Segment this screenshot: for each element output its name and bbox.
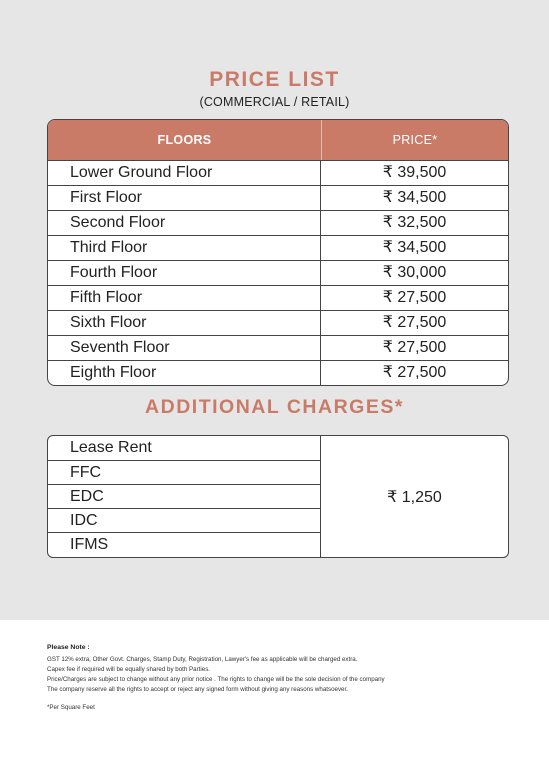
floor-price: ₹ 27,500 [382, 364, 447, 381]
floor-price: ₹ 34,500 [382, 189, 447, 206]
price-column-header: PRICE* [392, 133, 438, 147]
table-row [48, 235, 508, 260]
price-table [47, 119, 509, 386]
charge-item: Lease Rent [70, 439, 152, 456]
floor-price: ₹ 39,500 [382, 164, 447, 181]
note-line: Price/Charges are subject to change without any prior notice . The rights to change will be the sole decision of the company [47, 676, 385, 683]
per-square-feet-footnote: *Per Square Feet [47, 704, 95, 711]
table-row [48, 310, 508, 335]
notes-list [47, 655, 385, 695]
table-row [48, 335, 508, 360]
floor-price: ₹ 32,500 [382, 214, 447, 231]
price-table-header [48, 120, 508, 160]
note-line: GST 12% extra, Other Govt. Charges, Stamp Duty, Registration, Lawyer's fee as applicable will be charged extra. [47, 656, 358, 663]
additional-charges-title: ADDITIONAL CHARGES* [145, 396, 404, 418]
notes-heading: Please Note : [47, 644, 90, 651]
floors-column-header: FLOORS [48, 120, 322, 160]
notes-footer [0, 620, 549, 768]
table-row [48, 360, 508, 385]
floor-name: Fifth Floor [48, 286, 321, 310]
table-row [48, 185, 508, 210]
table-row [48, 285, 508, 310]
floor-name: Lower Ground Floor [48, 161, 321, 185]
floor-price: ₹ 27,500 [382, 339, 447, 356]
floor-name: Seventh Floor [48, 336, 321, 360]
charges-list [48, 436, 321, 557]
page-subtitle: (COMMERCIAL / RETAIL) [199, 95, 350, 109]
floor-price: ₹ 27,500 [382, 289, 447, 306]
page-title: PRICE LIST [209, 68, 340, 91]
note-line: The company reserve all the rights to accept or reject any signed form without giving any reasons whatsoever. [47, 686, 348, 693]
floor-name: Eighth Floor [48, 361, 321, 385]
charge-item: IFMS [48, 532, 320, 556]
charge-item: IDC [48, 508, 320, 532]
floor-name: Third Floor [48, 236, 321, 260]
floor-name: Sixth Floor [48, 311, 321, 335]
charge-item: EDC [48, 484, 320, 508]
charges-price: ₹ 1,250 [387, 488, 442, 506]
note-line: Capex fee if required will be equally shared by both Parties. [47, 666, 211, 673]
floor-price: ₹ 30,000 [382, 264, 447, 281]
additional-charges-table [47, 435, 509, 558]
floor-price: ₹ 27,500 [382, 314, 447, 331]
table-row [48, 160, 508, 185]
table-row [48, 210, 508, 235]
floor-price: ₹ 34,500 [382, 239, 447, 256]
charge-item: FFC [48, 460, 320, 484]
floor-name: First Floor [48, 186, 321, 210]
table-row [48, 260, 508, 285]
floor-name: Second Floor [48, 211, 321, 235]
floor-name: Fourth Floor [48, 261, 321, 285]
